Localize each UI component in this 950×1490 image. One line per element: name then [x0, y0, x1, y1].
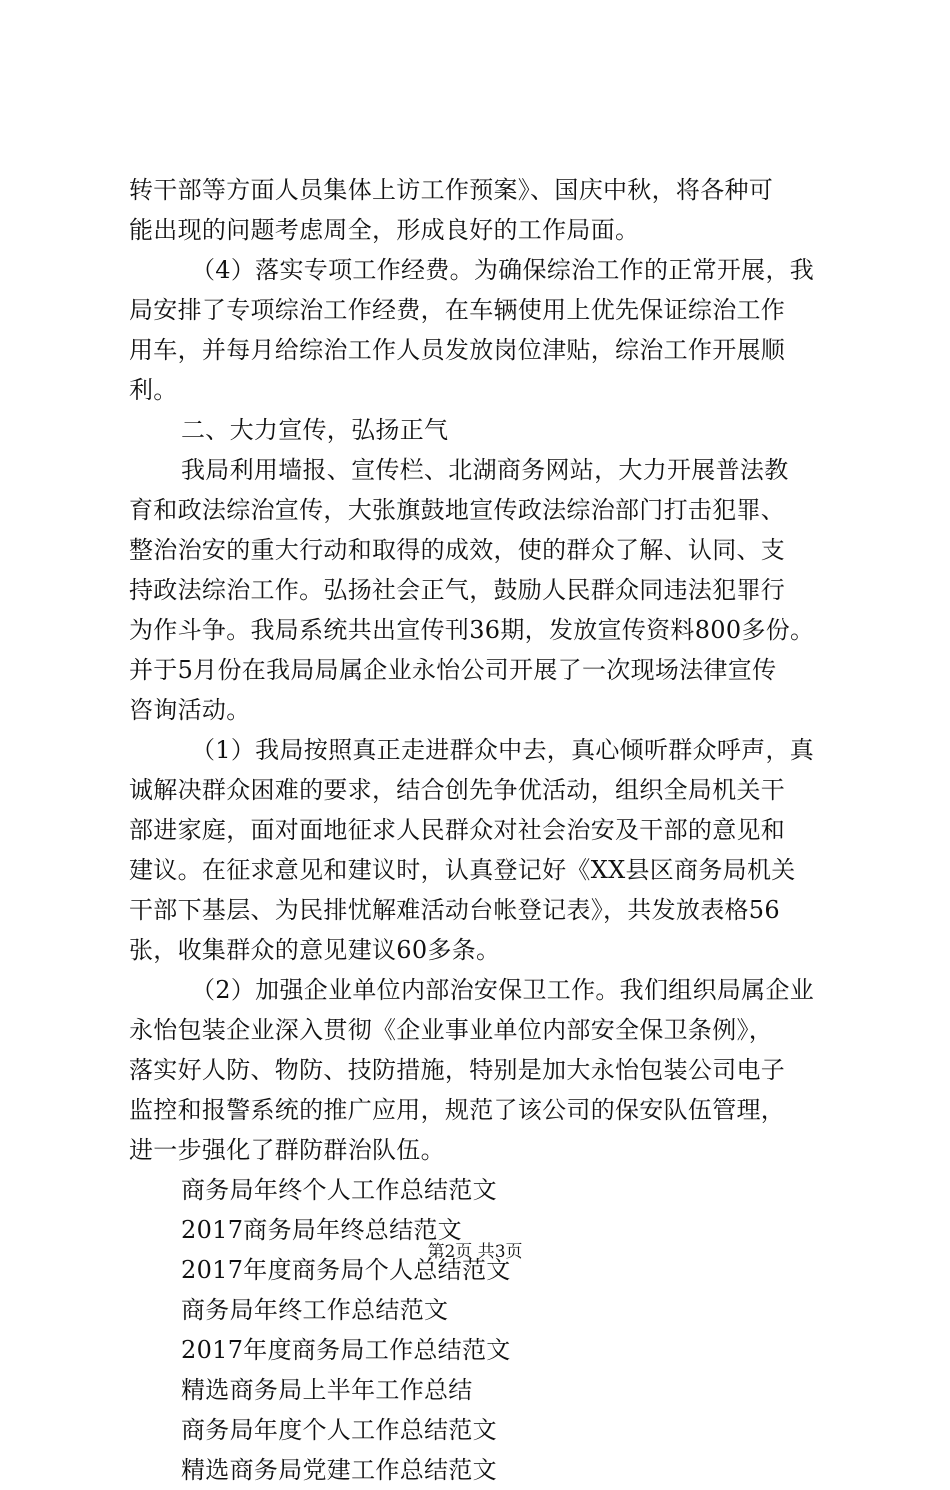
related-title: 商务局年终工作总结范文 [181, 1296, 449, 1324]
paragraph-line: 部进家庭，面对面地征求人民群众对社会治安及干部的意见和 [129, 816, 786, 844]
paragraph-line: 利。 [129, 376, 178, 404]
related-title: 精选商务局上半年工作总结 [181, 1376, 473, 1404]
section-heading: 二、大力宣传，弘扬正气 [181, 416, 449, 444]
document-body [129, 170, 829, 1490]
paragraph-line: 永怡包装企业深入贯彻《企业事业单位内部安全保卫条例》， [129, 1016, 774, 1044]
paragraph-line: 转干部等方面人员集体上访工作预案》、国庆中秋，将各种可 [129, 176, 774, 204]
related-title: 商务局年度个人工作总结范文 [181, 1416, 497, 1444]
paragraph-line: 张，收集群众的意见建议60多条。 [129, 936, 501, 964]
paragraph-line: 诚解决群众困难的要求，结合创先争优活动，组织全局机关干 [129, 776, 786, 804]
paragraph-line: 干部下基层、为民排忧解难活动台帐登记表》，共发放表格56 [129, 896, 780, 924]
related-title: 2017商务局年终总结范文 [181, 1216, 462, 1244]
page-footer: 第2页 共3页 [427, 1242, 523, 1262]
paragraph-line: 落实好人防、物防、技防措施，特别是加大永怡包装公司电子 [129, 1056, 786, 1084]
related-title: 精选商务局党建工作总结范文 [181, 1456, 497, 1484]
related-title: 商务局年终个人工作总结范文 [181, 1176, 497, 1204]
paragraph-line: 并于5月份在我局局属企业永怡公司开展了一次现场法律宣传 [129, 656, 777, 684]
paragraph-line: 建议。在征求意见和建议时，认真登记好《XX县区商务局机关 [129, 856, 796, 884]
paragraph-line: 整治治安的重大行动和取得的成效，使的群众了解、认同、支 [129, 536, 786, 564]
paragraph-line: 进一步强化了群防群治队伍。 [129, 1136, 445, 1164]
related-title: 2017年度商务局工作总结范文 [181, 1336, 511, 1364]
related-title: 2017年度商务局个人总结范文 [181, 1256, 511, 1284]
paragraph-line: 为作斗争。我局系统共出宣传刊36期，发放宣传资料800多份。 [129, 616, 815, 644]
paragraph-line: 能出现的问题考虑周全，形成良好的工作局面。 [129, 216, 640, 244]
paragraph-line: 监控和报警系统的推广应用，规范了该公司的保安队伍管理， [129, 1096, 786, 1124]
paragraph-line: 用车，并每月给综治工作人员发放岗位津贴，综治工作开展顺 [129, 336, 786, 364]
paragraph-line: 持政法综治工作。弘扬社会正气，鼓励人民群众同违法犯罪行 [129, 576, 786, 604]
paragraph-line: 局安排了专项综治工作经费，在车辆使用上优先保证综治工作 [129, 296, 786, 324]
paragraph-line: （2）加强企业单位内部治安保卫工作。我们组织局属企业 [191, 976, 815, 1004]
paragraph-line: （1）我局按照真正走进群众中去，真心倾听群众呼声，真 [191, 736, 815, 764]
paragraph-line: 我局利用墙报、宣传栏、北湖商务网站，大力开展普法教 [181, 456, 789, 484]
paragraph-line: （4）落实专项工作经费。为确保综治工作的正常开展，我 [191, 256, 815, 284]
paragraph-line: 育和政法综治宣传，大张旗鼓地宣传政法综治部门打击犯罪、 [129, 496, 786, 524]
paragraph-line: 咨询活动。 [129, 696, 251, 724]
